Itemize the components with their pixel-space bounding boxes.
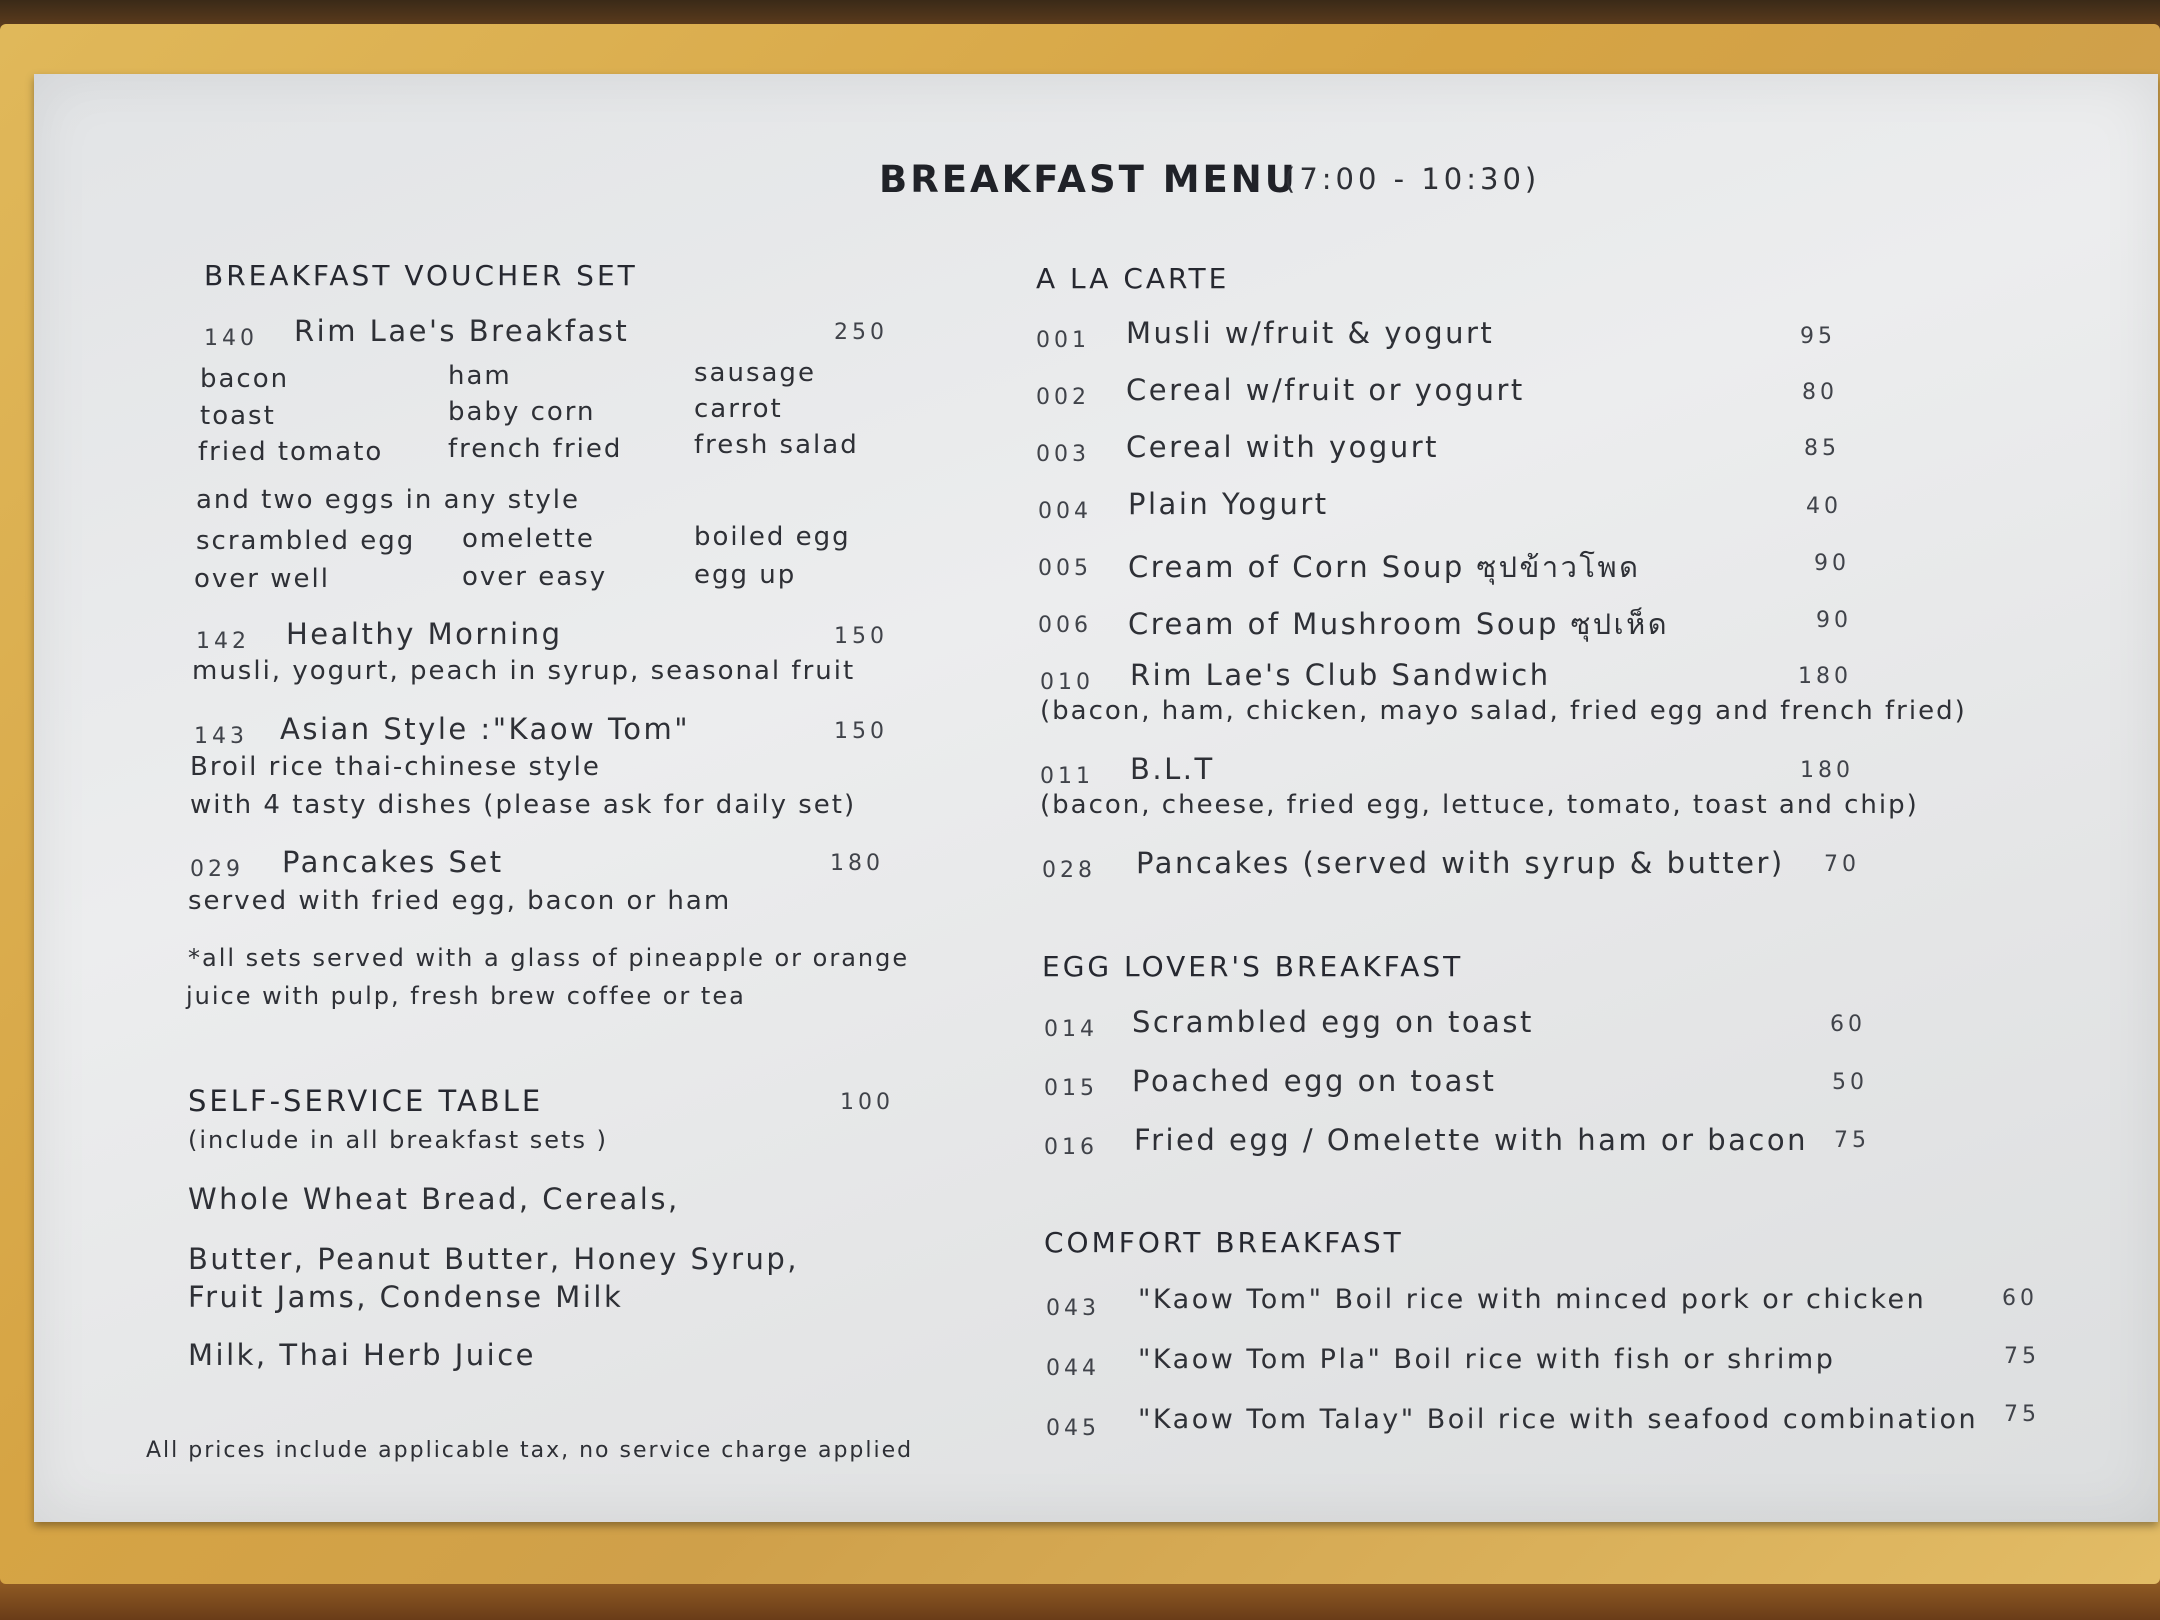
item-price: 70	[1824, 852, 1860, 877]
section-heading-voucher: BREAKFAST VOUCHER SET	[204, 259, 638, 292]
menu-hours: (7:00 - 10:30)	[1284, 162, 1541, 196]
item-description: served with fried egg, bacon or ham	[188, 886, 732, 916]
item-code: 043	[1046, 1296, 1100, 1321]
item-code: 003	[1036, 442, 1090, 467]
egg-style: over well	[194, 564, 330, 594]
ingredient: fried tomato	[198, 437, 384, 467]
item-price: 150	[834, 719, 888, 744]
item-price: 250	[834, 320, 888, 345]
item-price: 75	[1834, 1128, 1870, 1153]
item-code: 002	[1036, 385, 1090, 410]
item-price: 80	[1802, 380, 1838, 405]
item-name: Cream of Mushroom Soup ซุปเห็ด	[1128, 607, 1670, 641]
item-price: 180	[1800, 758, 1854, 783]
item-name: Musli w/fruit & yogurt	[1126, 316, 1495, 350]
menu-title: BREAKFAST MENU	[879, 158, 1298, 201]
section-heading-a-la-carte: A LA CARTE	[1036, 262, 1230, 295]
item-price: 60	[2002, 1286, 2038, 1311]
item-price: 40	[1806, 494, 1842, 519]
item-code: 005	[1038, 556, 1092, 581]
ingredient: ham	[448, 361, 512, 391]
egg-style: over easy	[462, 562, 608, 592]
item-price: 180	[830, 851, 884, 876]
footer-note: All prices include applicable tax, no service charge applied	[146, 1438, 914, 1463]
item-name: Cereal with yogurt	[1126, 430, 1439, 464]
item-name: Rim Lae's Breakfast	[294, 314, 630, 348]
item-code: 029	[190, 857, 244, 882]
self-service-line: Whole Wheat Bread, Cereals,	[188, 1182, 680, 1216]
ingredient: toast	[200, 401, 276, 431]
item-code: 045	[1046, 1416, 1100, 1441]
ingredient: french fried	[448, 434, 623, 464]
sets-note: juice with pulp, fresh brew coffee or tea	[186, 982, 746, 1010]
menu-card	[34, 74, 2158, 1522]
item-code: 044	[1046, 1356, 1100, 1381]
item-name: Healthy Morning	[286, 617, 563, 651]
egg-style: omelette	[462, 524, 595, 554]
item-name: "Kaow Tom Talay" Boil rice with seafood combination	[1138, 1404, 1979, 1435]
item-price: 50	[1832, 1070, 1868, 1095]
item-name: "Kaow Tom Pla" Boil rice with fish or shrimp	[1138, 1344, 1836, 1375]
sets-note: *all sets served with a glass of pineapple or orange	[188, 944, 910, 972]
egg-style: egg up	[694, 560, 797, 590]
item-code: 016	[1044, 1135, 1098, 1160]
item-name: "Kaow Tom" Boil rice with minced pork or chicken	[1138, 1284, 1927, 1315]
section-heading-comfort: COMFORT BREAKFAST	[1044, 1226, 1404, 1259]
item-price: 95	[1800, 324, 1836, 349]
ingredient: sausage	[694, 358, 816, 388]
item-code: 010	[1040, 670, 1094, 695]
item-name: Pancakes (served with syrup & butter)	[1136, 846, 1785, 880]
item-code: 028	[1042, 858, 1096, 883]
item-code: 140	[204, 326, 258, 351]
section-heading-egg-lovers: EGG LOVER'S BREAKFAST	[1042, 950, 1464, 983]
item-name: Poached egg on toast	[1132, 1064, 1497, 1098]
item-code: 014	[1044, 1017, 1098, 1042]
item-name: Scrambled egg on toast	[1132, 1005, 1534, 1039]
item-code: 006	[1038, 613, 1092, 638]
item-code: 015	[1044, 1076, 1098, 1101]
section-heading-self-service: SELF-SERVICE TABLE	[188, 1084, 544, 1118]
item-price: 100	[840, 1090, 894, 1115]
item-code: 004	[1038, 499, 1092, 524]
item-price: 90	[1814, 551, 1850, 576]
item-name: Plain Yogurt	[1128, 487, 1329, 521]
item-price: 75	[2004, 1402, 2040, 1427]
item-name: Rim Lae's Club Sandwich	[1130, 658, 1551, 692]
ingredient: fresh salad	[694, 430, 859, 460]
item-description: with 4 tasty dishes (please ask for daily set)	[190, 790, 857, 820]
item-name: Cream of Corn Soup ซุปข้าวโพด	[1128, 550, 1641, 584]
eggs-intro: and two eggs in any style	[196, 485, 581, 515]
item-code: 001	[1036, 328, 1090, 353]
ingredient: baby corn	[448, 397, 596, 427]
item-price: 75	[2004, 1344, 2040, 1369]
item-name: B.L.T	[1130, 752, 1215, 786]
item-description: (bacon, cheese, fried egg, lettuce, tomato, toast and chip)	[1040, 790, 1919, 820]
egg-style: boiled egg	[694, 522, 851, 552]
self-service-line: Milk, Thai Herb Juice	[188, 1338, 536, 1372]
item-price: 90	[1816, 608, 1852, 633]
egg-style: scrambled egg	[196, 526, 416, 556]
item-price: 85	[1804, 436, 1840, 461]
item-name: Cereal w/fruit or yogurt	[1126, 373, 1525, 407]
item-name: Pancakes Set	[282, 845, 504, 879]
item-code: 011	[1040, 764, 1094, 789]
self-service-line: Fruit Jams, Condense Milk	[188, 1280, 624, 1314]
item-price: 180	[1798, 664, 1852, 689]
item-price: 150	[834, 624, 888, 649]
item-description: (bacon, ham, chicken, mayo salad, fried egg and french fried)	[1040, 696, 1967, 726]
item-name: Fried egg / Omelette with ham or bacon	[1134, 1123, 1808, 1157]
item-description: Broil rice thai-chinese style	[190, 752, 601, 782]
item-description: musli, yogurt, peach in syrup, seasonal fruit	[192, 656, 856, 686]
item-code: 142	[196, 629, 250, 654]
item-price: 60	[1830, 1012, 1866, 1037]
ingredient: bacon	[200, 364, 290, 394]
self-service-note: (include in all breakfast sets )	[188, 1126, 608, 1154]
ingredient: carrot	[694, 394, 783, 424]
item-code: 143	[194, 724, 248, 749]
self-service-line: Butter, Peanut Butter, Honey Syrup,	[188, 1242, 800, 1276]
item-name: Asian Style :"Kaow Tom"	[280, 712, 691, 746]
